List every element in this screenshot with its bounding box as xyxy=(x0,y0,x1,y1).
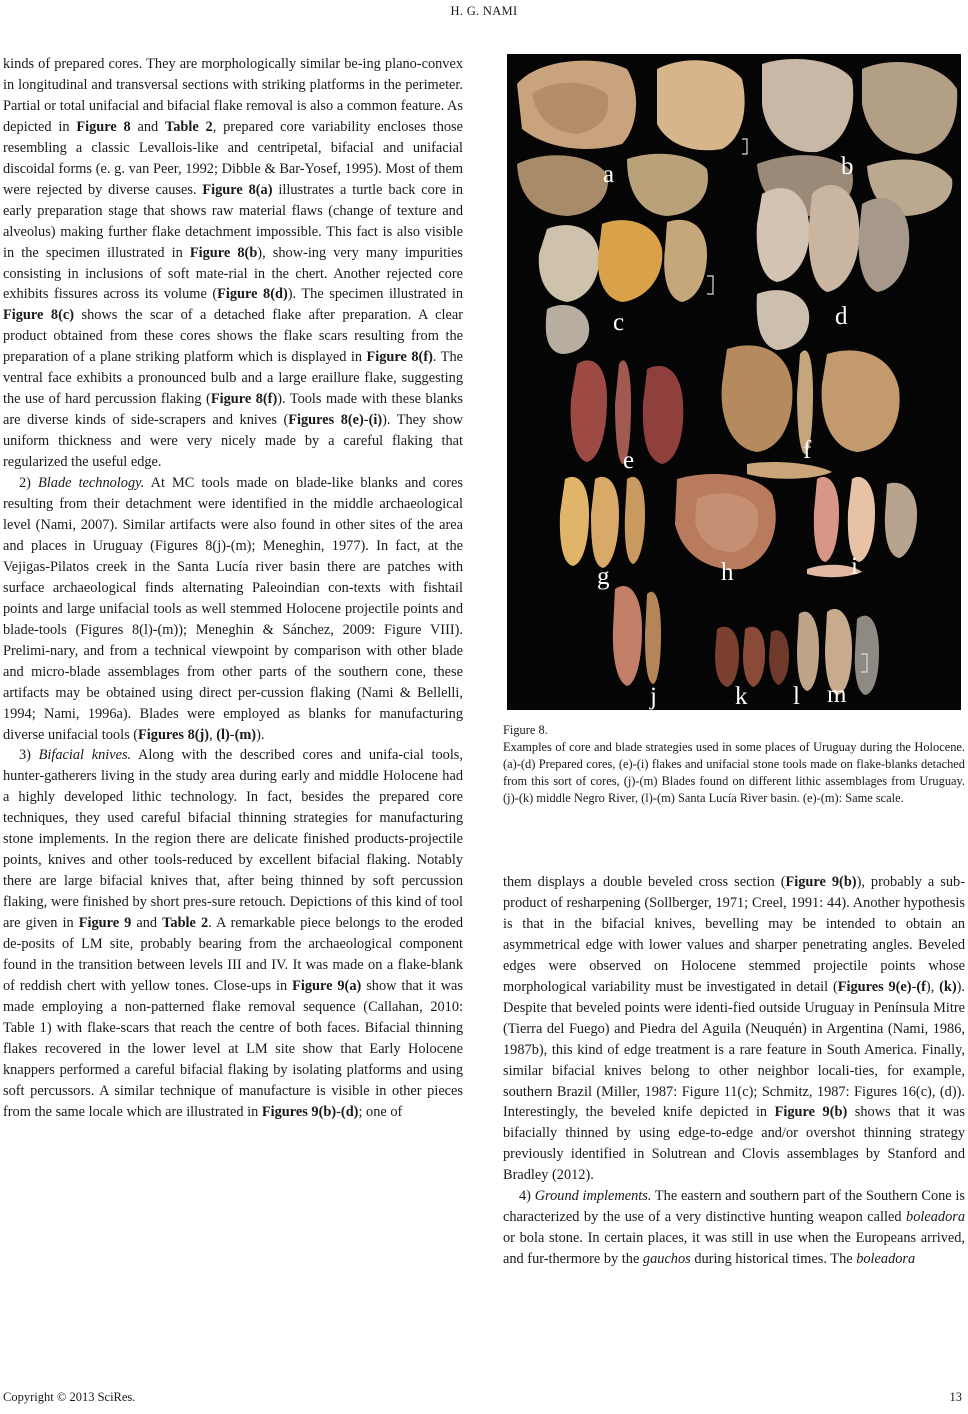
panel-label-g: g xyxy=(597,563,610,590)
panel-label-i: i xyxy=(851,553,858,580)
panel-label-b: b xyxy=(841,153,854,180)
paragraph-1: kinds of prepared cores. They are morphologically similar be-ing plano-convex in longitudinal and transversal sections with striking platforms in the perimeter. Partial or total unifacial and bifacial flake removal is also a common feature. As depicted in Figure 8 and Table 2, prepared core variability encloses those resembling a classic Levallois-like and centripetal, bifacial and unifacial discoidal forms (e. g. van Peer, 1992; Dibble & Bar-Yosef, 1995). Most of them were rejected by diverse causes. Figure 8(a) illustrates a turtle back core in early preparation stage that shows raw material flaws (change of texture and alveolus) making further flake detachment impossible. This fact is also visible in the specimen illustrated in Figure 8(b), show-ing very many impurities consisting in inclusions of soft mate-rial in the chert. Another rejected core exhibits fissures across its volume (Figure 8(d)). The specimen illustrated in Figure 8(c) shows the scar of a detached flake after preparation. A clear product obtained from these cores shows the flake scars resulting from the preparation of a plane striking platform which is displayed in Figure 8(f). The ventral face exhibits a pronounced bulb and a large eraillure flake, suggesting the use of hard percussion flaking (Figure 8(f)). Tools made with these blanks are diverse kinds of side-scrapers and knives (Figures 8(e)-(i)). They show uniform thickness and were very nicely made by a careful flaking that regularized the useful edge. xyxy=(3,56,464,471)
panel-label-f: f xyxy=(803,437,812,464)
panel-label-d: d xyxy=(835,303,848,330)
right-column xyxy=(503,872,965,1270)
paragraph-3: 3) Bifacial knives. Along with the described cores and unifa-cial tools, hunter-gatherers living in the study area during early and middle Holocene had a highly developed lithic technology. In fact, besides the prepared core techniques, they used careful bifacial thinning strategies for manufacturing stone implements. In the region there are delicate finished products-projectile points, knives and other tools-reduced by excellent bifacial flaking. Notably there are large bifacial knives that, after being thinned by soft percussion flaking, were finished by short pres-sure retouch. Depictions of this kind of tool are given in Figure 9 and Table 2. A remarkable piece belongs to the eroded de-posits of LM site, probably bearing from the archaeological component found in the transition between levels III and IV. It was made on a flake-blank of reddish chert with yellow tones. Close-ups in Figure 9(a) show that it was made employing a non-patterned flake removal sequence (Callahan, 2010: Table 1) with flake-scars that reach the centre of both faces. Bifacial thinning flakes recovered in the lower level at LM site show that Early Holocene knappers performed a careful bifacial flaking by isolating platforms and using soft percussors. A similar technique of manufacture is visible in other pieces from the same locale which are illustrated in Figures 9(b)-(d); one of xyxy=(3,747,464,1120)
running-header: H. G. NAMI xyxy=(450,4,518,18)
panel-label-l: l xyxy=(793,683,800,710)
panel-label-m: m xyxy=(827,681,847,708)
panel-label-c: c xyxy=(613,309,625,336)
panel-label-j: j xyxy=(650,683,657,710)
panel-label-h: h xyxy=(721,559,734,586)
paragraph-4: them displays a double beveled cross section (Figure 9(b)), probably a sub-product of resharpening (Sollberger, 1971; Creel, 1991: 44). Another hypothesis is that in the bifacial knives, bevelling may be intended to obtain an asymmetrical edge with lower values and sharper penetrating angles. Beveled edges were observed on Holocene stemmed projectile points whose morphological variability must be investigated in detail (Figures 9(e)-(f), (k)). Despite that beveled points were identi-fied outside Uruguay in Península Mitre (Tierra del Fuego) and Piedra del Aguila (Neuquén) in Argentina (Nami, 1986, 1987b), this kind of edge treatment is a rare feature in South America. Finally, similar bifacial knives belong to other neighbor locali-ties, for example, southern Brazil (Miller, 1987: Figure 11(c); Schmitz, 1987: Figures 16(c), (d)). Interestingly, the beveled knife depicted in Figure 9(b) shows that it was bifacially thinned by using edge-to-edge and/or overshot thinning strategy previously identified in Solutrean and Clovis assemblages by Stanford and Bradley (2012). xyxy=(503,874,965,1184)
page-number: 13 xyxy=(949,1390,962,1404)
paragraph-2: 2) Blade technology. At MC tools made on blade-like blanks and cores resulting from their detachment were identified in the middle archaeological level (Nami, 2007). Similar artifacts were also found in other sites of the area and places in Uruguay (Figures 8(j)-(m); Meneghin, 1977). In fact, at the Vejigas-Pilatos creek in the Santa Lucía river basin there are patches with surface archaeological finds alternating Paleoindian con-texts with fishtail points and large unifacial tools as well stemmed Holocene projectile points and blade-tools (Figures 8(l)-(m)); Meneghin & Sánchez, 2009: Figure VIII). Prelimi-nary, and from a technical viewpoint by comparison with other blade and micro-blade assemblages from other parts of the southern cone, these artifacts may be obtained using direct per-cussion flaking (Nami & Bellelli, 1994; Nami, 1996a). Blades were employed as blanks for manufacturing diverse unifacial tools (Figures 8(j), (l)-(m)). xyxy=(3,475,463,743)
figure-caption xyxy=(503,722,965,807)
caption-title: Figure 8. xyxy=(503,723,548,737)
paragraph-5: 4) Ground implements. The eastern and southern part of the Southern Cone is characterized by the use of a very distinctive hunting weapon called boleadora or bola stone. In certain places, it was still in use when the Europeans arrived, and fur-thermore by the gauchos during historical times. The boleadora xyxy=(503,1188,965,1268)
artifact-photograph xyxy=(507,54,961,710)
copyright-footer: Copyright © 2013 SciRes. xyxy=(3,1390,136,1404)
caption-text: Examples of core and blade strategies used in some places of Uruguay during the Holocene. (a)-(d) Prepared cores, (e)-(i) flakes and unifacial stone tools made on flake-blanks detached from this sort of cores, (j)-(m) Blades found on different lithic assemblages from Uruguay. (j)-(k) middle Negro River, (l)-(m) Santa Lucía River basin. (e)-(m): Same scale. xyxy=(503,740,965,805)
figure-8-photo xyxy=(507,54,961,710)
left-column xyxy=(3,54,463,1123)
panel-label-k: k xyxy=(735,683,748,710)
panel-label-e: e xyxy=(623,447,635,474)
panel-label-a: a xyxy=(603,161,615,188)
